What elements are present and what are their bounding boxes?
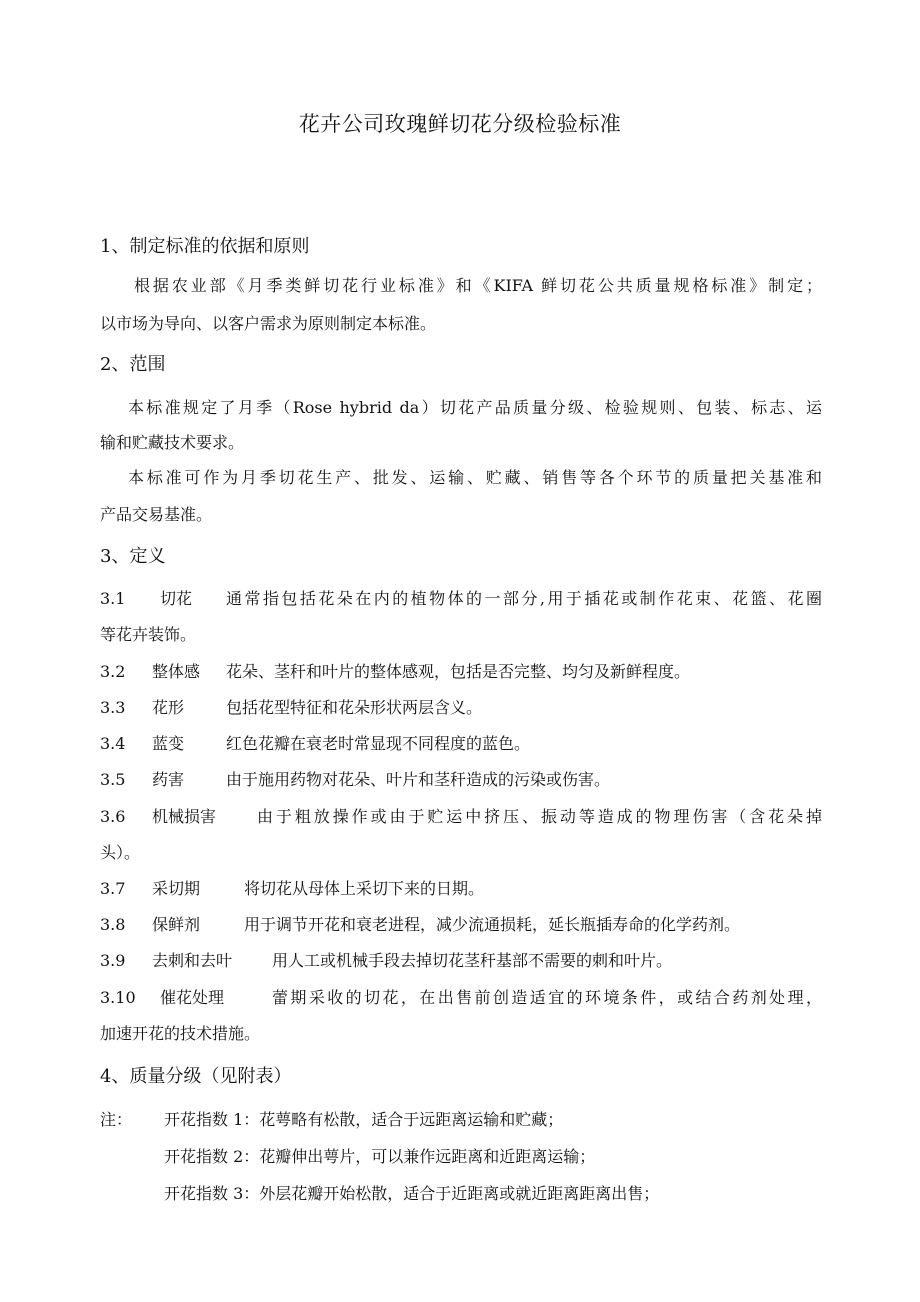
- section-2-paragraph-2-line-2: 产品交易基准。: [100, 505, 213, 524]
- definition-text: 用于调节开花和衰老进程，减少流通损耗，延长瓶插寿命的化学药剂。: [244, 915, 741, 934]
- document-title: 花卉公司玫瑰鲜切花分级检验标准: [298, 112, 622, 136]
- definition-term: 蓝变: [152, 734, 185, 753]
- definition-term: 花形: [152, 698, 185, 717]
- definition-number: 3.1: [100, 589, 126, 608]
- definition-term: 采切期: [152, 879, 201, 898]
- definition-text: 将切花从母体上采切下来的日期。: [244, 879, 485, 898]
- definition-text-continued: 等花卉装饰。: [100, 625, 197, 644]
- definition-text-continued: 加速开花的技术措施。: [100, 1024, 261, 1043]
- definition-text: 红色花瓣在衰老时常显现不同程度的蓝色。: [226, 734, 531, 753]
- definition-text: 包括花型特征和花朵形状两层含义。: [226, 698, 483, 717]
- definition-term: 保鲜剂: [152, 915, 201, 934]
- section-1-paragraph-line-2: 以市场为导向、以客户需求为原则制定本标准。: [100, 314, 437, 333]
- definition-text: 通常指包括花朵在内的植物体的一部分,用于插花或制作花束、花篮、花圈: [226, 589, 822, 608]
- note-item: 开花指数 1：花萼略有松散，适合于远距离运输和贮藏；: [164, 1110, 564, 1129]
- definition-term: 整体感: [152, 662, 201, 681]
- definition-term: 催花处理: [160, 988, 225, 1007]
- section-2-paragraph-1-line-1: 本标准规定了月季（Rose hybrid da）切花产品质量分级、检验规则、包装、标志、运: [128, 398, 822, 417]
- definition-number: 3.3: [100, 698, 126, 717]
- definition-text: 由于粗放操作或由于贮运中挤压、振动等造成的物理伤害（含花朵掉: [257, 807, 822, 826]
- section-4-heading: 4、质量分级（见附表）: [100, 1066, 292, 1087]
- definition-term: 药害: [152, 770, 185, 789]
- definition-number: 3.7: [100, 879, 126, 898]
- definition-text: 蕾期采收的切花，在出售前创造适宜的环境条件，或结合药剂处理，: [272, 988, 822, 1007]
- definition-number: 3.8: [100, 915, 126, 934]
- definition-text: 用人工或机械手段去掉切花茎秆基部不需要的刺和叶片。: [272, 951, 673, 970]
- definition-term: 切花: [160, 589, 193, 608]
- definition-number: 3.5: [100, 770, 126, 789]
- section-2-paragraph-1-line-2: 输和贮藏技术要求。: [100, 433, 245, 452]
- section-1-heading: 1、制定标准的依据和原则: [100, 236, 310, 257]
- note-item: 开花指数 3：外层花瓣开始松散，适合于近距离或就近距离距离出售；: [164, 1184, 660, 1203]
- section-3-heading: 3、定义: [100, 546, 166, 567]
- definition-number: 3.10: [100, 988, 136, 1007]
- section-2-heading: 2、范围: [100, 354, 166, 375]
- definition-number: 3.6: [100, 807, 126, 826]
- section-2-paragraph-2-line-1: 本标准可作为月季切花生产、批发、运输、贮藏、销售等各个环节的质量把关基准和: [128, 468, 822, 487]
- definition-term: 去刺和去叶: [152, 951, 233, 970]
- definition-term: 机械损害: [152, 807, 217, 826]
- definition-number: 3.2: [100, 662, 126, 681]
- section-1-paragraph-line-1: 根据农业部《月季类鲜切花行业标准》和《KIFA 鲜切花公共质量规格标准》制定；: [134, 276, 822, 295]
- note-item: 开花指数 2：花瓣伸出萼片，可以兼作远距离和近距离运输；: [164, 1147, 596, 1166]
- note-label: 注：: [100, 1110, 133, 1129]
- definition-number: 3.4: [100, 734, 126, 753]
- definition-number: 3.9: [100, 951, 126, 970]
- definition-text-continued: 头）。: [100, 843, 141, 862]
- definition-text: 花朵、茎秆和叶片的整体感观，包括是否完整、均匀及新鲜程度。: [226, 662, 691, 681]
- definition-text: 由于施用药物对花朵、叶片和茎秆造成的污染或伤害。: [226, 770, 611, 789]
